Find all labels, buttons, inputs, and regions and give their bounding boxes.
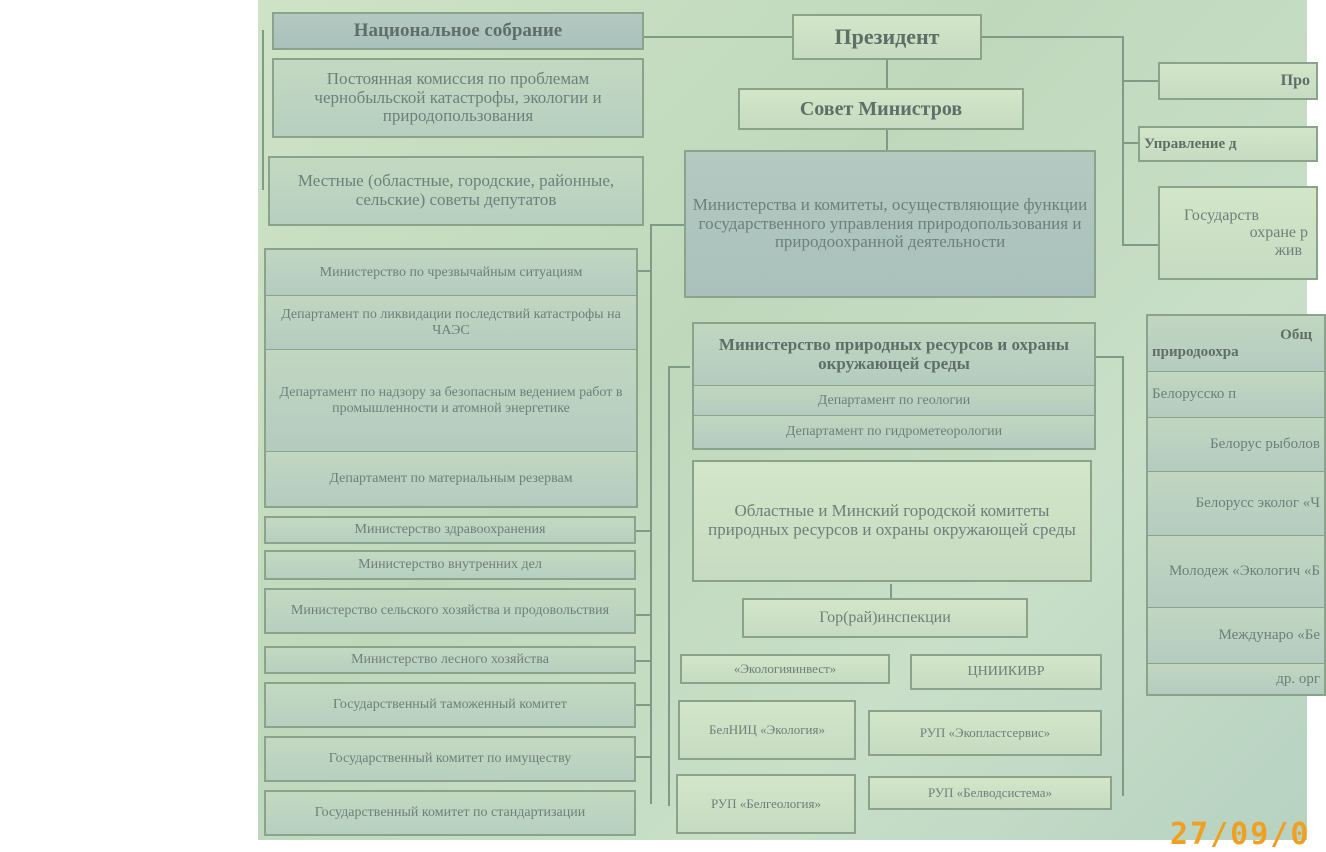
rup-belgeology-box: РУП «Белгеология» [676,774,856,834]
connector [1122,36,1124,246]
organization-item: Белорусс эколог «Ч [1148,472,1324,536]
connector [886,60,888,90]
connector [262,30,264,190]
forestry-ministry-box: Министерство лесного хозяйства [264,646,636,674]
state-protection-line: Государств [1184,206,1260,224]
president-box: Президент [792,14,982,60]
connector [1122,80,1162,82]
hydromet-department-item: Департамент по гидрометеорологии [694,416,1094,448]
connector [636,530,652,532]
organization-item: Белорус рыболов [1148,418,1324,472]
natural-resources-ministry-group [692,322,1096,450]
connector [886,128,888,152]
connector [636,704,652,706]
connector [1122,356,1124,796]
health-ministry-box: Министерство здравоохранения [264,516,636,544]
standards-committee-box: Государственный комитет по стандартизации [264,790,636,836]
state-protection-line: жив [1274,241,1302,259]
connector [636,614,652,616]
connector [650,224,652,804]
ecologyinvest-box: «Экологияинвест» [680,654,890,684]
organization-item: Белорусско п [1148,372,1324,418]
customs-committee-box: Государственный таможенный комитет [264,682,636,728]
property-committee-box: Государственный комитет по имуществу [264,736,636,782]
state-protection-line: охране р [1249,224,1308,242]
council-of-ministers-box: Совет Министров [738,88,1024,130]
connector [636,660,652,662]
connector [636,756,652,758]
tsniikivr-box: ЦНИИКИВР [910,654,1102,690]
connector [668,366,690,368]
material-reserves-item: Департамент по материальным резервам [266,452,636,506]
ministries-committees-box: Министерства и комитеты, осуществляющие функции государственного управления природопользования и природоохранной деятельности [684,150,1096,298]
regional-committees-box: Областные и Минский городской комитеты природных ресурсов и охраны окружающей среды [692,460,1092,582]
geology-department-item: Департамент по геологии [694,386,1094,416]
management-box: Управление д [1138,126,1318,162]
standing-commission-box: Постоянная комиссия по проблемам чернобыльской катастрофы, экологии и природопользования [272,58,644,138]
date-stamp: 27/09/0 [1170,817,1311,852]
local-councils-box: Местные (областные, городские, районные, сельские) советы депутатов [268,156,644,226]
organization-item: др. орг [1148,664,1324,694]
natural-resources-ministry-item: Министерство природных ресурсов и охраны окружающей среды [694,324,1094,386]
connector [1096,356,1124,358]
emergency-ministry-item: Министерство по чрезвычайным ситуациям [266,250,636,296]
inspections-box: Гор(рай)инспекции [742,598,1028,638]
connector [650,224,684,226]
connector [1122,244,1158,246]
connector [644,36,792,38]
organization-item: Молодеж «Экологич «Б [1148,536,1324,608]
state-protection-box [1158,186,1318,280]
connector [636,270,652,272]
rup-belvodsystem-box: РУП «Белводсистема» [868,776,1112,810]
safety-supervision-item: Департамент по надзору за безопасным ведением работ в промышленности и атомной энергетике [266,350,636,452]
chaes-department-item: Департамент по ликвидации последствий катастрофы на ЧАЭС [266,296,636,350]
right-top-box: Про [1158,62,1318,100]
national-assembly-box: Национальное собрание [272,12,644,50]
organization-item: Междунаро «Бе [1148,608,1324,664]
belnits-ecology-box: БелНИЦ «Экология» [678,700,856,760]
org-chart-slide [258,0,1320,840]
connector [668,366,670,806]
agriculture-ministry-box: Министерство сельского хозяйства и продовольствия [264,588,636,634]
public-organizations-header: Общ природоохра [1148,316,1324,372]
emergency-group [264,248,638,508]
public-organizations-group [1146,314,1326,696]
interior-ministry-box: Министерство внутренних дел [264,550,636,580]
rup-ecoplastservice-box: РУП «Экопластсервис» [868,710,1102,756]
connector [982,36,1124,38]
